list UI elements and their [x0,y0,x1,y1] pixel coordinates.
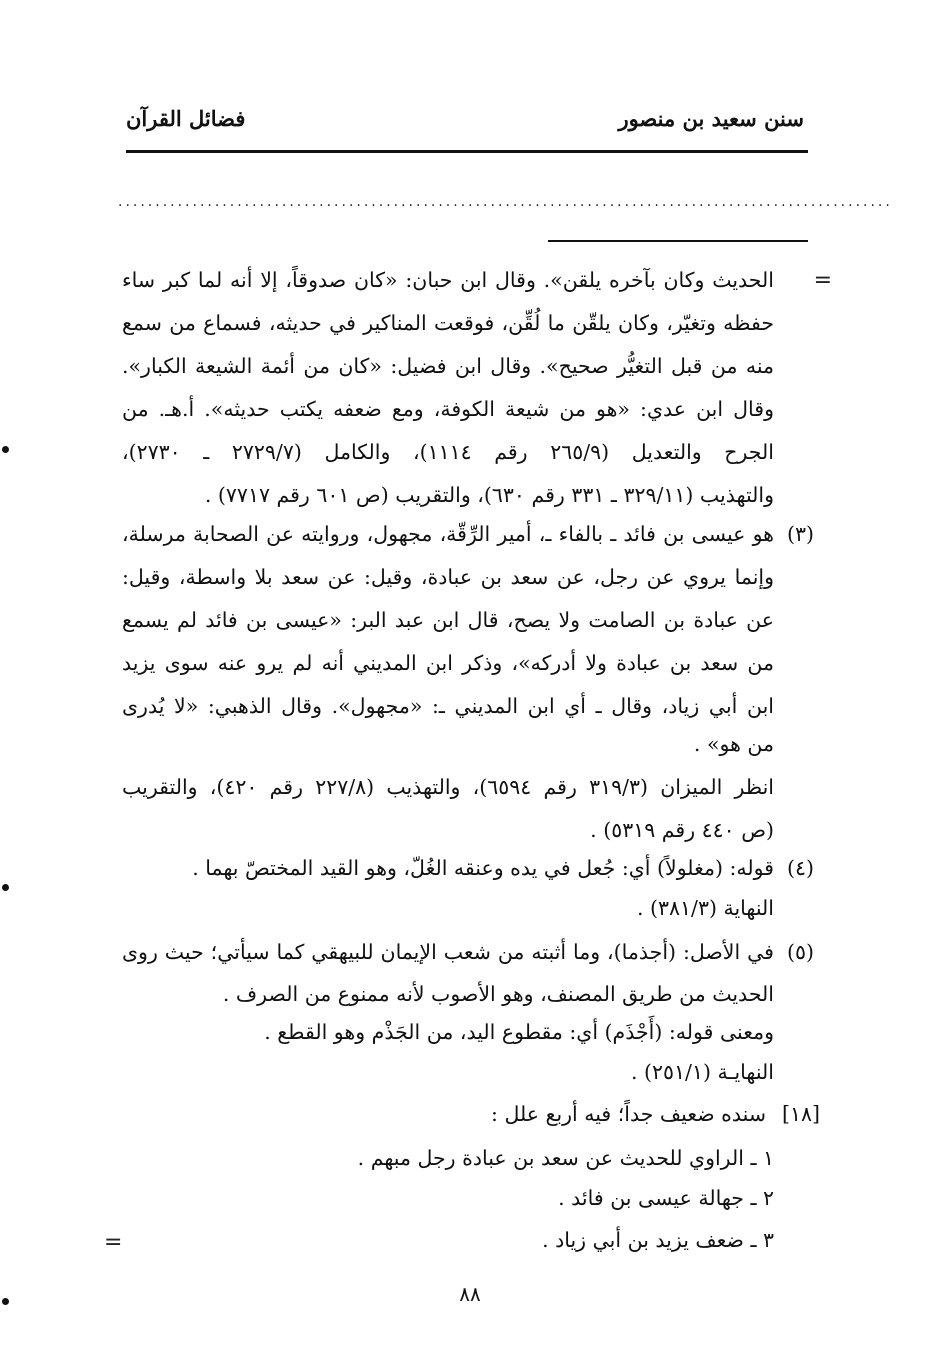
footnote-reference-line: انظر الميزان (٣١٩/٣ رقم ٦٥٩٤)، والتهذيب (٢٢٧/٨ رقم ٤٢٠)، والتقريب [122,775,774,799]
footnote-line: الحديث من طريق المصنف، وهو الأصوب لأنه ممنوع من الصرف . [222,982,774,1006]
defect-list-item: ٣ ـ ضعف يزيد بن أبي زياد . [542,1228,774,1252]
page-number: ٨٨ [459,1282,481,1306]
footnote-line: من سعد بن عبادة ولا أدركه»، وذكر ابن المديني أنه لم يرو عنه سوى يزيد [122,651,774,675]
defect-list-item: ١ ـ الراوي للحديث عن سعد بن عبادة رجل مبهم . [357,1146,774,1170]
separator-dots: ........................................................................................................ [118,194,893,210]
footnote-number: (٤) [786,856,814,880]
footnote-number: (٥) [786,940,814,964]
continuation-line: والتهذيب (٣٢٩/١١ ـ ٣٣١ رقم ٦٣٠)، والتقريب (ص ٦٠١ رقم ٧٧١٧) . [204,483,774,507]
hadith-comment-intro: سنده ضعيف جداً؛ فيه أربع علل : [491,1102,766,1126]
running-header-section-title: فضائل القرآن [126,106,246,131]
footnote-line: عن عبادة بن الصامت ولا يصح، قال ابن عبد البر: «عيسى بن فائد لم يسمع [122,608,774,632]
margin-dot [2,884,9,891]
continuation-line: منه من قبل التغيُّر صحيح». وقال ابن فضيل: «كان من أئمة الشيعة الكبار». [122,354,774,378]
footnote-line: ومعنى قوله: (أَجْذَم) أي: مقطوع اليد، من الجَذْم وهو القطع . [264,1020,774,1044]
margin-dot [2,1298,9,1305]
continuation-mark: = [104,1230,123,1255]
continuation-line: وقال ابن عدي: «هو من شيعة الكوفة، ومع ضعفه يكتب حديثه». أ.هـ. من [122,397,774,421]
margin-dot [2,446,9,453]
continuation-line: الجرح والتعديل (٢٦٥/٩ رقم ١١١٤)، والكامل (٢٧٢٩/٧ ـ ٢٧٣٠)، [122,440,774,464]
footnote-line: قوله: (مغلولاً) أي: جُعل في يده وعنقه الغُلّ، وهو القيد المختصّ بهما . [192,856,774,880]
footnote-line: وإنما يروي عن رجل، عن سعد بن عبادة، وقيل: عن سعد بلا واسطة، وقيل: [122,565,774,589]
footnote-line: من هو» . [693,732,774,756]
continuation-line: حفظه وتغيّر، وكان يلقّن ما لُقِّن، فوقعت المناكير في حديثه، فسماع من سمع [122,311,774,335]
footnote-rule [548,240,808,242]
hadith-number: [١٨] [781,1102,820,1126]
footnote-line: النهايـة (٢٥١/١) . [630,1060,774,1084]
header-rule [126,150,808,153]
running-header-book-title: سنن سعيد بن منصور [618,106,804,131]
footnote-reference-line: (ص ٤٤٠ رقم ٥٣١٩) . [590,818,774,842]
defect-list-item: ٢ ـ جهالة عيسى بن فائد . [558,1186,774,1210]
footnote-line: النهاية (٣٨١/٣) . [636,896,774,920]
continuation-mark: = [813,268,832,293]
footnote-line: هو عيسى بن فائد ـ بالفاء ـ، أمير الرِّقّة، مجهول، وروايته عن الصحابة مرسلة، [122,522,774,546]
footnote-line: في الأصل: (أجذما)، وما أثبته من شعب الإيمان للبيهقي كما سيأتي؛ حيث روى [122,940,774,964]
footnote-number: (٣) [786,522,814,546]
footnote-line: ابن أبي زياد، وقال ـ أي ابن المديني ـ: «مجهول». وقال الذهبي: «لا يُدرى [122,694,774,718]
continuation-line: الحديث وكان بآخره يلقن». وقال ابن حبان: «كان صدوقاً، إلا أنه لما كبر ساء [122,268,774,292]
